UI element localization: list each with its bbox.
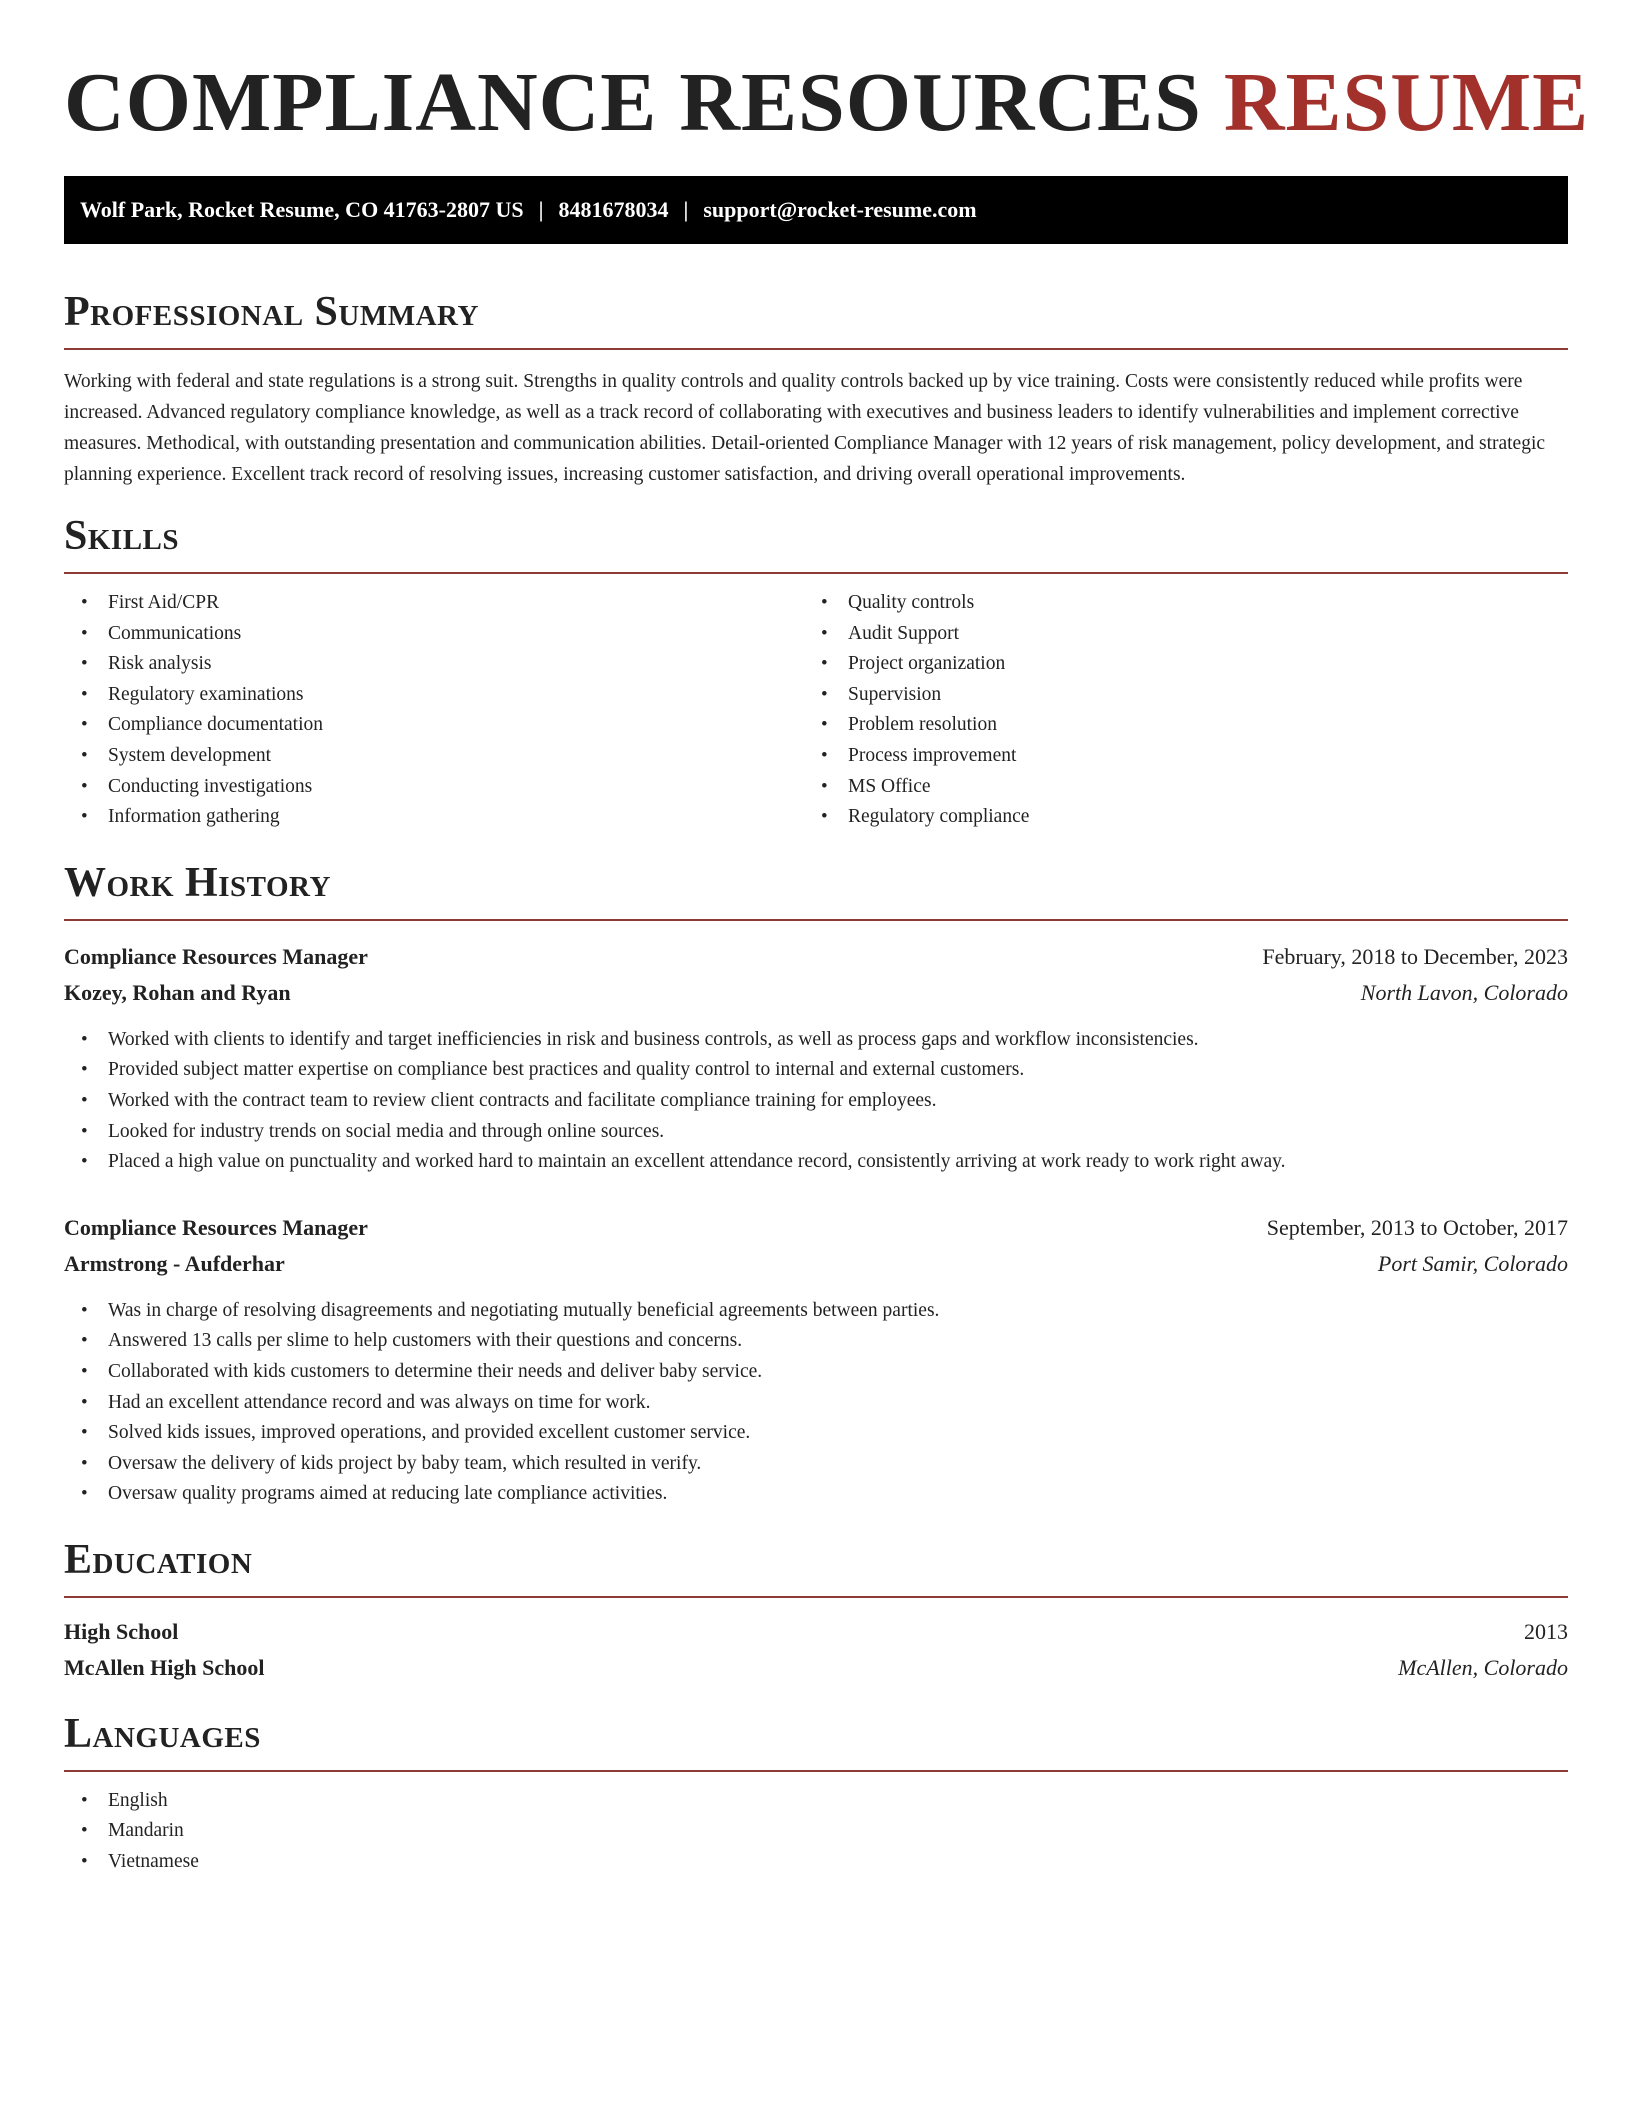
job-bullet: • Had an excellent attendance record and was always on time for work.: [64, 1388, 1568, 1419]
job-subheader: [64, 1246, 1568, 1282]
job-bullet: • Answered 13 calls per slime to help customers with their questions and concerns.: [64, 1326, 1568, 1357]
skill-item: • Problem resolution: [804, 710, 1544, 741]
job-bullet: • Was in charge of resolving disagreements and negotiating mutually beneficial agreements between parties.: [64, 1296, 1568, 1327]
section-title-work: Work History: [64, 859, 331, 906]
skill-item: • Regulatory examinations: [64, 680, 804, 711]
contact-email[interactable]: support@rocket-resume.com: [703, 197, 977, 222]
section-divider: [64, 572, 1568, 574]
skill-item: • Quality controls: [804, 588, 1544, 619]
language-item: • Vietnamese: [64, 1847, 1568, 1878]
education-year: 2013: [1524, 1618, 1568, 1644]
job-bullet: • Placed a high value on punctuality and worked hard to maintain an excellent attendance record, consistently arriving at work ready to work right away.: [64, 1147, 1568, 1178]
job-entry: [64, 939, 1568, 1178]
section-title-education: Education: [64, 1536, 253, 1583]
job-role: Compliance Resources Manager: [64, 943, 368, 969]
contact-bar: [64, 176, 1568, 244]
education-location: McAllen, Colorado: [1398, 1654, 1568, 1680]
skills-list-left: [64, 588, 804, 833]
section-divider: [64, 1596, 1568, 1598]
job-bullet: • Provided subject matter expertise on compliance best practices and quality control to internal and external customers.: [64, 1055, 1568, 1086]
education-degree: High School: [64, 1618, 179, 1644]
job-bullet: • Collaborated with kids customers to determine their needs and deliver baby service.: [64, 1357, 1568, 1388]
skill-item: • Project organization: [804, 649, 1544, 680]
skill-item: • Audit Support: [804, 619, 1544, 650]
contact-separator: |: [538, 197, 544, 222]
skill-item: • Regulatory compliance: [804, 802, 1544, 833]
skill-item: • System development: [64, 741, 804, 772]
section-title-skills: Skills: [64, 513, 180, 559]
section-title-languages: Languages: [64, 1710, 261, 1757]
education-subheader: [64, 1650, 1568, 1686]
contact-address: Wolf Park, Rocket Resume, CO 41763-2807 US: [80, 197, 524, 222]
section-title-summary: Professional Summary: [64, 289, 479, 335]
skills-section: [64, 512, 1568, 833]
education-entry: [64, 1614, 1568, 1686]
job-role: Compliance Resources Manager: [64, 1214, 368, 1240]
job-dates: September, 2013 to October, 2017: [1266, 1214, 1568, 1240]
languages-section: [64, 1710, 1568, 1878]
skills-list-right: [804, 588, 1544, 833]
summary-section: [64, 288, 1568, 490]
skill-item: • Compliance documentation: [64, 710, 804, 741]
skill-item: • Supervision: [804, 680, 1544, 711]
section-divider: [64, 1770, 1568, 1772]
section-divider: [64, 348, 1568, 350]
job-location: Port Samir, Colorado: [1377, 1250, 1568, 1276]
skill-item: • Information gathering: [64, 802, 804, 833]
resume-title: [64, 56, 1590, 149]
languages-list: [64, 1786, 1568, 1878]
skill-item: • MS Office: [804, 772, 1544, 803]
job-bullet: • Oversaw the delivery of kids project by baby team, which resulted in verify.: [64, 1449, 1568, 1480]
language-item: • English: [64, 1786, 1568, 1817]
job-header: [64, 1210, 1568, 1246]
section-divider: [64, 919, 1568, 921]
job-header: [64, 939, 1568, 975]
job-bullet: • Solved kids issues, improved operations, and provided excellent customer service.: [64, 1418, 1568, 1449]
job-location: North Lavon, Colorado: [1360, 979, 1568, 1005]
skill-item: • Process improvement: [804, 741, 1544, 772]
contact-separator: |: [683, 197, 689, 222]
education-school: McAllen High School: [64, 1654, 265, 1680]
job-bullets: [64, 1296, 1568, 1510]
job-bullet: • Worked with the contract team to review client contracts and facilitate compliance training for employees.: [64, 1086, 1568, 1117]
skills-grid: [64, 588, 1568, 833]
skill-item: • Communications: [64, 619, 804, 650]
resume-title-main: COMPLIANCE RESOURCES: [64, 56, 1202, 149]
job-bullets: [64, 1025, 1568, 1178]
job-company: Kozey, Rohan and Ryan: [64, 979, 291, 1005]
summary-text: Working with federal and state regulations is a strong suit. Strengths in quality controls and quality controls backed up by vice training. Costs were consistently reduced while profits were increased. Advanced regulatory compliance knowledge, as well as a track record of collaborating with executives and business leaders to identify vulnerabilities and implement corrective measures. Methodical, with outstanding presentation and communication abilities. Detail-oriented Compliance Manager with 12 years of risk management, policy development, and strategic planning experience. Excellent track record of resolving issues, increasing customer satisfaction, and driving overall operational improvements.: [64, 371, 1546, 485]
job-dates: February, 2018 to December, 2023: [1262, 943, 1568, 969]
job-subheader: [64, 975, 1568, 1011]
job-bullet: • Looked for industry trends on social media and through online sources.: [64, 1117, 1568, 1148]
education-header: [64, 1614, 1568, 1650]
job-bullet: • Worked with clients to identify and target inefficiencies in risk and business controls, as well as process gaps and workflow inconsistencies.: [64, 1025, 1568, 1056]
job-company: Armstrong - Aufderhar: [64, 1250, 285, 1276]
skill-item: • Conducting investigations: [64, 772, 804, 803]
education-section: [64, 1536, 1568, 1686]
resume-title-accent: RESUME: [1223, 56, 1590, 149]
skill-item: • Risk analysis: [64, 649, 804, 680]
job-entry: [64, 1210, 1568, 1510]
skill-item: • First Aid/CPR: [64, 588, 804, 619]
job-bullet: • Oversaw quality programs aimed at reducing late compliance activities.: [64, 1479, 1568, 1510]
contact-phone[interactable]: 8481678034: [558, 197, 669, 222]
work-section: [64, 859, 1568, 1510]
language-item: • Mandarin: [64, 1816, 1568, 1847]
